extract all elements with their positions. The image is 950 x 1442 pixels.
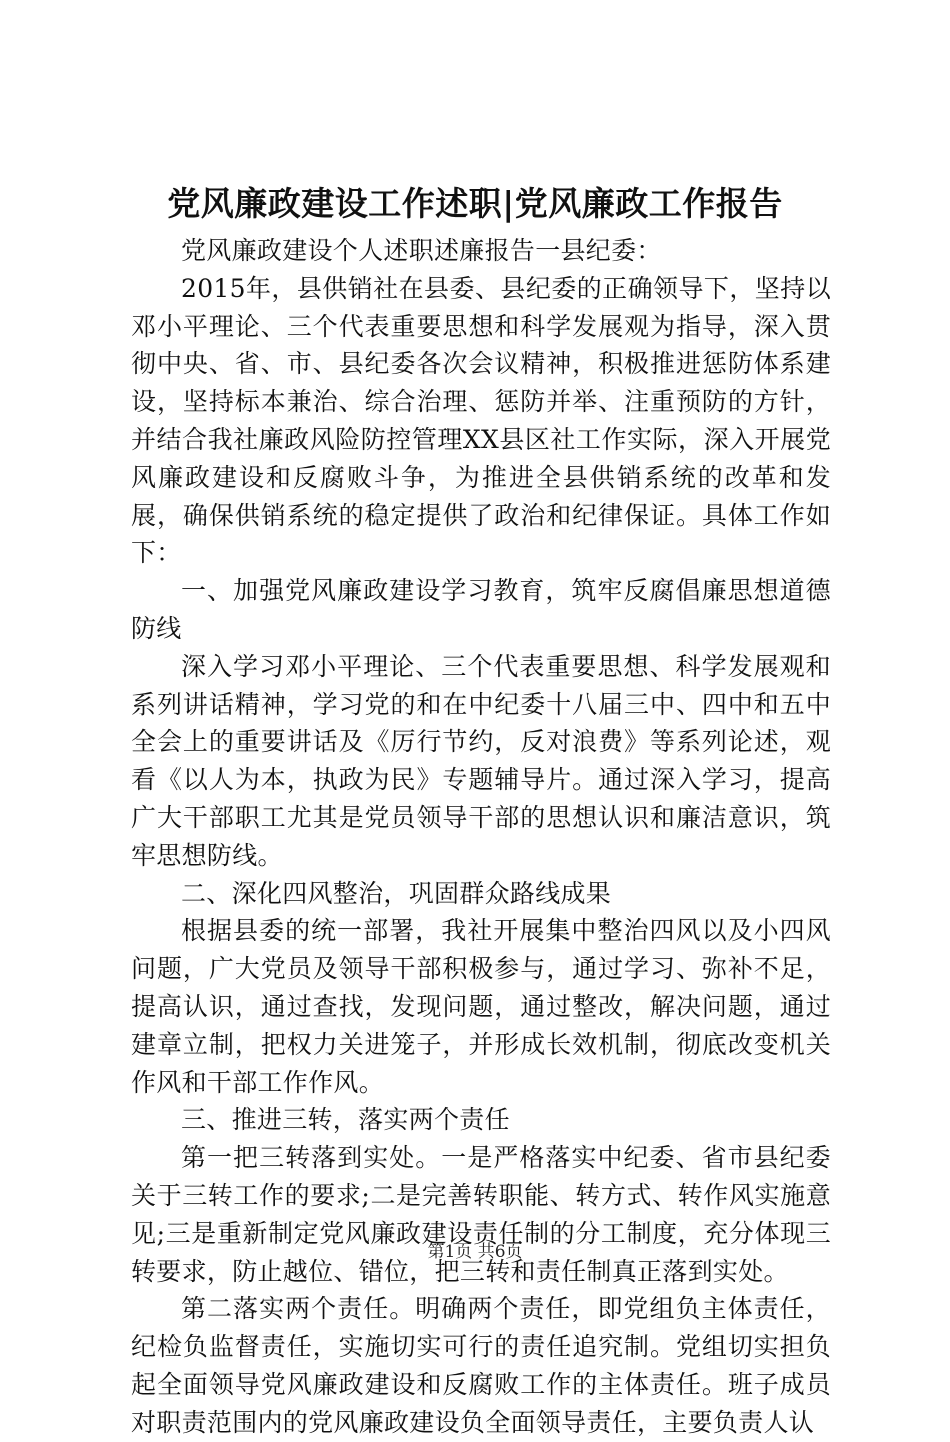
section-heading-2: 二、深化四风整治，巩固群众路线成果: [181, 878, 612, 908]
paragraph-study: 深入学习邓小平理论、三个代表重要思想、科学发展观和系列讲话精神，学习党的和在中纪委十八届三中、四中和五中全会上的重要讲话及《厉行节约，反对浪费》等系列论述，观看《以人为本，执政为民》专题辅导片。通过深入学习，提高广大干部职工尤其是党员领导干部的思想认识和廉洁意识，筑牢思想防线。: [131, 651, 831, 870]
paragraph-four-winds: 根据县委的统一部署，我社开展集中整治四风以及小四风问题，广大党员及领导干部积极参与，通过学习、弥补不足，提高认识，通过查找，发现问题，通过整改，解决问题，通过建章立制，把权力关进笼子，并形成长效机制，彻底改变机关作风和干部工作作风。: [131, 916, 831, 1097]
paragraph-intro: 党风廉政建设个人述职述廉报告一县纪委：: [181, 236, 662, 265]
paragraph-three-transforms: 第一把三转落到实处。一是严格落实中纪委、省市县纪委关于三转工作的要求;二是完善转职能、转方式、转作风实施意见;三是重新制定党风廉政建设责任制的分工制度，充分体现三转要求，防止越位、错位，把三转和责任制真正落到实处。: [131, 1143, 831, 1286]
section-heading-1: 一、加强党风廉政建设学习教育，筑牢反腐倡廉思想道德防线: [131, 576, 831, 643]
paragraph-overview: 2015年，县供销社在县委、县纪委的正确领导下，坚持以邓小平理论、三个代表重要思想和科学发展观为指导，深入贯彻中央、省、市、县纪委各次会议精神，积极推进惩防体系建设，坚持标本兼治、综合治理、惩防并举、注重预防的方针，并结合我社廉政风险防控管理XX县区社工作实际，深入开展党风廉政建设和反腐败斗争，为推进全县供销系统的改革和发展，确保供销系统的稳定提供了政治和纪律保证。具体工作如下：: [131, 273, 831, 568]
section-heading-3: 三、推进三转，落实两个责任: [181, 1105, 510, 1135]
paragraph-two-responsibilities: 第二落实两个责任。明确两个责任，即党组负主体责任，纪检负监督责任，实施切实可行的责任追究制。党组切实担负起全面领导党风廉政建设和反腐败工作的主体责任。班子成员对职责范围内的党风廉政建设负全面领导责任，主要负责人认: [131, 1294, 831, 1437]
page-number-footer: 第1页 共6页: [427, 1242, 523, 1262]
document-title: 党风廉政建设工作述职|党风廉政工作报告: [167, 184, 783, 223]
